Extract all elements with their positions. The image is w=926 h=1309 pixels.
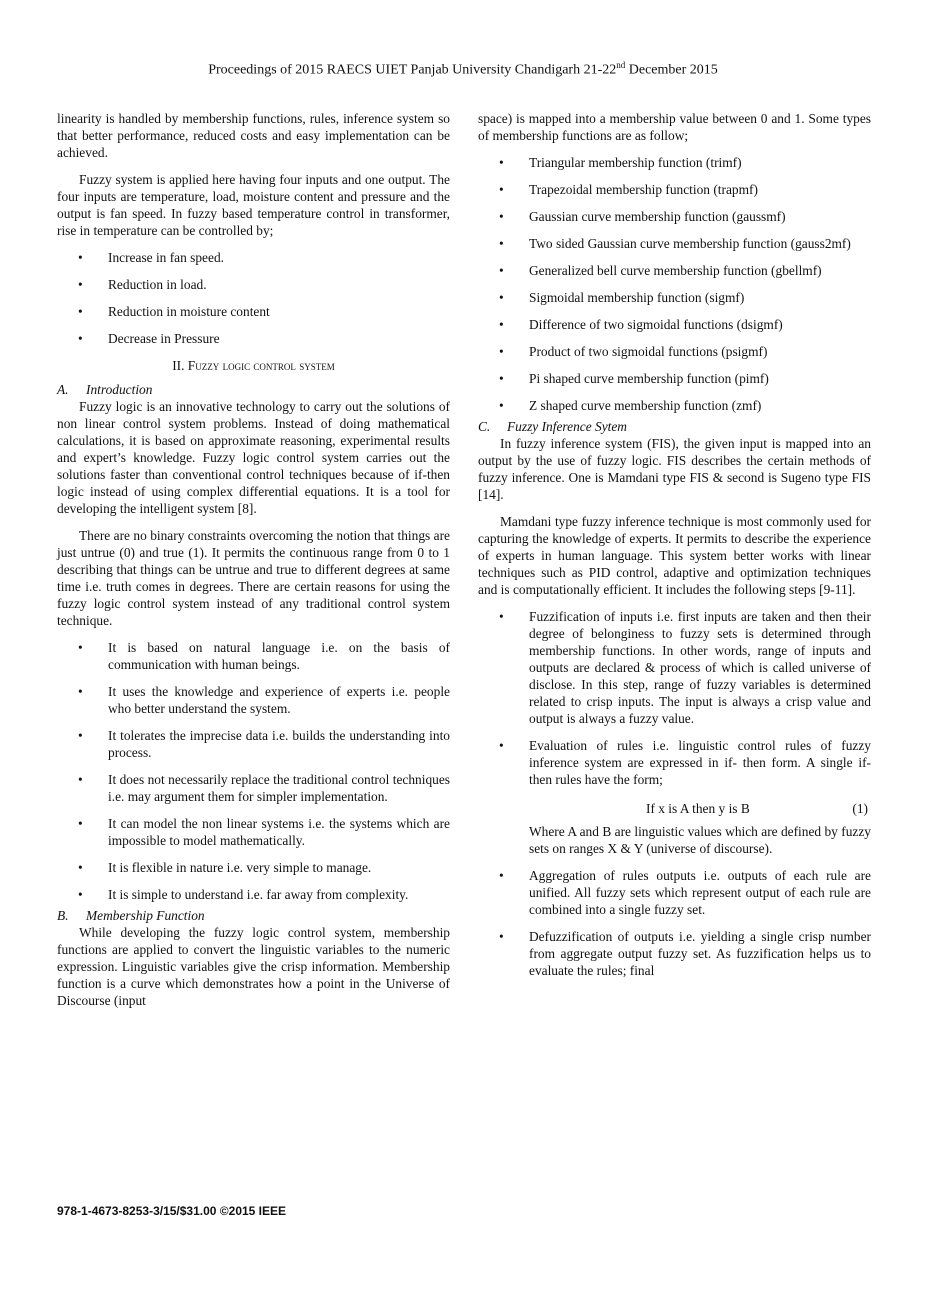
bullet-list (478, 608, 871, 788)
subsection-number: B. (57, 908, 69, 923)
list-item: • It does not necessarily replace the traditional control techniques i.e. may argument them for simpler implementation. (57, 771, 450, 805)
paragraph: Mamdani type fuzzy inference technique is most commonly used for capturing the knowledge of experts. It permits to describe the experience of experts in human language. This system better works with linear techniques such as PID control, adaptive and optimization techniques and is computationally efficient. It includes the following steps [9-11]. (478, 514, 871, 597)
equation-text: If x is A then y is B (646, 801, 750, 816)
list-item: • Decrease in Pressure (57, 330, 450, 347)
subsection-number: A. (57, 382, 69, 397)
header-tail: December 2015 (625, 62, 718, 78)
copyright-footer: 978-1-4673-8253-3/15/$31.00 ©2015 IEEE (57, 1204, 287, 1218)
bullet-list (478, 867, 871, 979)
paragraph: While developing the fuzzy logic control system, membership functions are applied to convert the linguistic variables to the numeric expression. Linguistic variables give the crisp information. Membership function is a curve which demonstrates how a point in the Universe of Discourse (input (57, 925, 450, 1008)
bullet-list (478, 154, 871, 414)
paragraph: linearity is handled by membership functions, rules, inference system so that better performance, reduced costs and easy implementation can be achieved. (57, 111, 450, 160)
list-item: • It tolerates the imprecise data i.e. builds the understanding into process. (57, 727, 450, 761)
list-item: • Z shaped curve membership function (zmf) (478, 397, 871, 414)
subsection-title: Fuzzy Inference Sytem (507, 419, 627, 434)
bullet-list (57, 639, 450, 903)
equation-number: (1) (852, 801, 868, 816)
list-item: • Trapezoidal membership function (trapmf) (478, 181, 871, 198)
equation (478, 800, 871, 817)
subsection-heading (57, 381, 450, 398)
list-item: • Fuzzification of inputs i.e. first inputs are taken and then their degree of belonginess to fuzzy sets is determined through membership functions. In other words, range of inputs and outputs are declared & process of which is called universe of disclose. In this step, range of fuzzy variables is determined related to crisp inputs. The input is always a crisp value and output is always a fuzzy value. (478, 608, 871, 727)
subsection-number: C. (478, 419, 491, 434)
paragraph: Where A and B are linguistic values which are defined by fuzzy sets on ranges X & Y (universe of discourse). (529, 824, 871, 856)
list-item: • It is flexible in nature i.e. very simple to manage. (57, 859, 450, 876)
list-item: • Two sided Gaussian curve membership function (gauss2mf) (478, 235, 871, 252)
section-heading: II. Fuzzy logic control system (172, 358, 335, 373)
list-item: • It uses the knowledge and experience of experts i.e. people who better understand the system. (57, 683, 450, 717)
list-item: • It is simple to understand i.e. far away from complexity. (57, 886, 450, 903)
subsection-title: Introduction (86, 382, 153, 397)
subsection-heading (57, 907, 450, 924)
list-item: • Increase in fan speed. (57, 249, 450, 266)
list-item: • Reduction in moisture content (57, 303, 450, 320)
paragraph: In fuzzy inference system (FIS), the given input is mapped into an output by the use of fuzzy logic. FIS describes the certain methods of fuzzy inference. One is Mamdani type FIS & second is Sugeno type FIS [14]. (478, 436, 871, 502)
paragraph: Fuzzy system is applied here having four inputs and one output. The four inputs are temperature, load, moisture content and pressure and the output is fan speed. In fuzzy based temperature control in transformer, rise in temperature can be controlled by; (57, 172, 450, 238)
list-item: • Reduction in load. (57, 276, 450, 293)
list-item: • Triangular membership function (trimf) (478, 154, 871, 171)
paragraph: Fuzzy logic is an innovative technology to carry out the solutions of non linear control system problems. Instead of doing mathematical calculations, it is based on approximate reasoning, experimental results and expert’s knowledge. Fuzzy logic control system carries out the solutions faster than conventional control techniques because of if-then logic instead of using complex differential equations. It is a tool for developing the intelligent system [8]. (57, 399, 450, 516)
left-column (57, 110, 450, 1019)
list-item: • It can model the non linear systems i.e. the systems which are impossible to model mathematically. (57, 815, 450, 849)
subsection-title: Membership Function (86, 908, 205, 923)
list-item: • Product of two sigmoidal functions (psigmf) (478, 343, 871, 360)
list-item: • Generalized bell curve membership function (gbellmf) (478, 262, 871, 279)
list-item: • Sigmoidal membership function (sigmf) (478, 289, 871, 306)
list-item: • Difference of two sigmoidal functions (dsigmf) (478, 316, 871, 333)
list-item: • Aggregation of rules outputs i.e. outputs of each rule are unified. All fuzzy sets which represent output of each rule are combined into a single fuzzy set. (478, 867, 871, 918)
right-column (478, 110, 871, 989)
list-item: • Evaluation of rules i.e. linguistic control rules of fuzzy inference system are expressed in if- then form. A single if- then rules have the form; (478, 737, 871, 788)
running-header (0, 57, 926, 79)
subsection-heading (478, 418, 871, 435)
header-text: Proceedings of 2015 RAECS UIET Panjab University Chandigarh 21-22 (208, 62, 617, 78)
list-item: • Gaussian curve membership function (gaussmf) (478, 208, 871, 225)
list-item: • Defuzzification of outputs i.e. yielding a single crisp number from aggregate output fuzzy set. As fuzzification helps us to evaluate the rules; final (478, 928, 871, 979)
list-item: • Pi shaped curve membership function (pimf) (478, 370, 871, 387)
list-item: • It is based on natural language i.e. on the basis of communication with human beings. (57, 639, 450, 673)
bullet-list (57, 249, 450, 347)
header-sup: nd (616, 60, 626, 70)
paragraph: There are no binary constraints overcoming the notion that things are just untrue (0) and true (1). It permits the continuous range from 0 to 1 describing that things can be untrue and true to different degrees at same time i.e. truth comes in degrees. There are certain reasons for using the fuzzy logic control system instead of any traditional control system technique. (57, 528, 450, 628)
paragraph: space) is mapped into a membership value between 0 and 1. Some types of membership functions are as follow; (478, 111, 871, 143)
